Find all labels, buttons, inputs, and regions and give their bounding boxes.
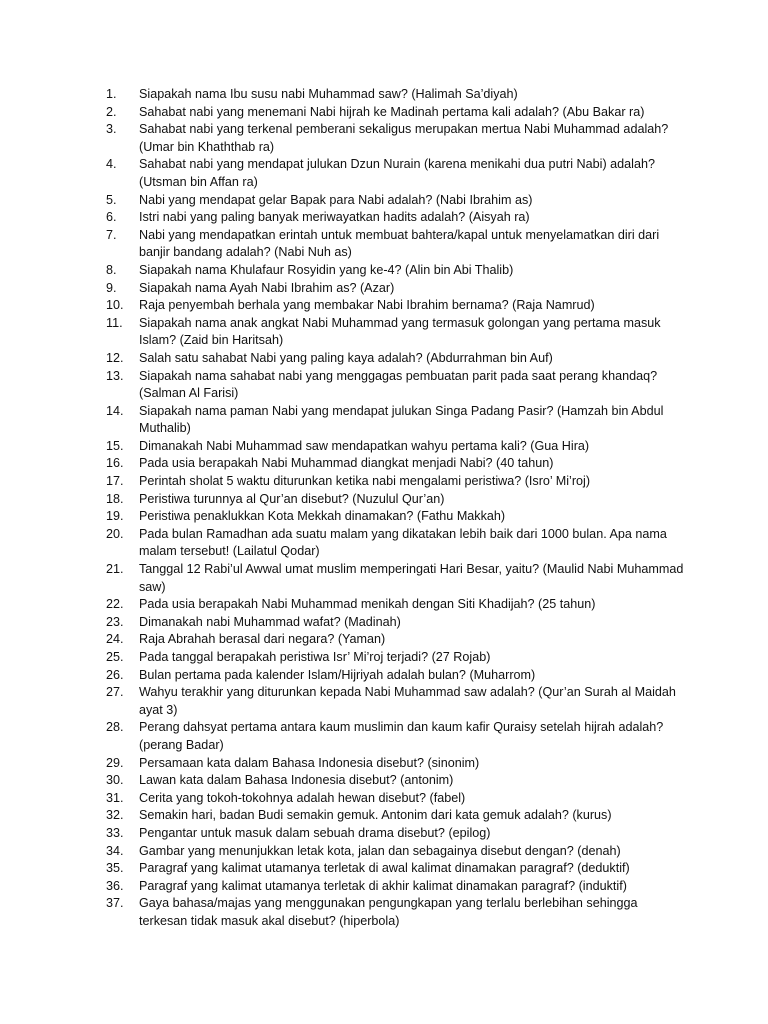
- item-number: 20.: [106, 526, 124, 541]
- item-text: Pada usia berapakah Nabi Muhammad menikah dengan Siti Khadijah? (25 tahun): [139, 597, 596, 612]
- item-number: 18.: [106, 491, 124, 506]
- list-item: [106, 262, 686, 280]
- item-text: Dimanakah nabi Muhammad wafat? (Madinah): [139, 614, 401, 629]
- item-number: 33.: [106, 825, 124, 840]
- item-text: Sahabat nabi yang menemani Nabi hijrah ke Madinah pertama kali adalah? (Abu Bakar ra): [139, 104, 645, 119]
- item-text: Siapakah nama Ayah Nabi Ibrahim as? (Azar): [139, 280, 395, 295]
- list-item: [106, 315, 686, 350]
- item-number: 21.: [106, 562, 124, 577]
- item-number: 9.: [106, 280, 117, 295]
- item-text: Pengantar untuk masuk dalam sebuah drama disebut? (epilog): [139, 825, 491, 840]
- list-item: [106, 350, 686, 368]
- item-text: Wahyu terakhir yang diturunkan kepada Nabi Muhammad saw adalah? (Qur’an Surah al Maidah ayat 3): [139, 685, 676, 717]
- list-item: [106, 719, 686, 754]
- list-item: [106, 280, 686, 298]
- item-number: 19.: [106, 509, 124, 524]
- item-number: 37.: [106, 896, 124, 911]
- item-number: 12.: [106, 350, 124, 365]
- item-number: 36.: [106, 878, 124, 893]
- list-item: [106, 227, 686, 262]
- list-item: [106, 667, 686, 685]
- item-text: Pada usia berapakah Nabi Muhammad diangkat menjadi Nabi? (40 tahun): [139, 456, 554, 471]
- item-number: 4.: [106, 157, 117, 172]
- item-text: Pada bulan Ramadhan ada suatu malam yang dikatakan lebih baik dari 1000 bulan. Apa nama malam tersebut! (Lailatul Qodar): [139, 526, 667, 559]
- item-text: Siapakah nama sahabat nabi yang menggagas pembuatan parit pada saat perang khandaq? (Salman Al Farisi): [139, 368, 658, 401]
- item-text: Dimanakah Nabi Muhammad saw mendapatkan wahyu pertama kali? (Gua Hira): [139, 438, 590, 453]
- item-number: 2.: [106, 104, 117, 119]
- item-number: 5.: [106, 192, 117, 207]
- item-number: 17.: [106, 474, 124, 489]
- item-number: 34.: [106, 843, 124, 858]
- item-text: Siapakah nama anak angkat Nabi Muhammad yang termasuk golongan yang pertama masuk Islam? (Zaid bin Haritsah): [139, 315, 661, 348]
- list-item: [106, 86, 686, 104]
- item-text: Raja Abrahah berasal dari negara? (Yaman): [139, 632, 386, 647]
- list-item: [106, 438, 686, 456]
- list-item: [106, 755, 686, 773]
- item-text: Istri nabi yang paling banyak meriwayatkan hadits adalah? (Aisyah ra): [139, 210, 530, 225]
- item-text: Nabi yang mendapatkan erintah untuk membuat bahtera/kapal untuk menyelamatkan diri dari banjir bandang adalah? (Nabi Nuh as): [139, 227, 660, 260]
- item-number: 26.: [106, 667, 124, 682]
- list-item: [106, 860, 686, 878]
- item-number: 13.: [106, 368, 124, 383]
- item-number: 15.: [106, 438, 124, 453]
- item-number: 32.: [106, 808, 124, 823]
- item-number: 30.: [106, 773, 124, 788]
- item-number: 29.: [106, 755, 124, 770]
- list-item: [106, 649, 686, 667]
- item-text: Nabi yang mendapat gelar Bapak para Nabi adalah? (Nabi Ibrahim as): [139, 192, 533, 207]
- list-item: [106, 895, 686, 930]
- item-text: Gaya bahasa/majas yang menggunakan pengungkapan yang terlalu berlebihan sehingga terkesan tidak masuk akal disebut? (hiperbola): [139, 896, 638, 928]
- item-text: Siapakah nama paman Nabi yang mendapat julukan Singa Padang Pasir? (Hamzah bin Abdul Muthalib): [139, 403, 664, 436]
- list-item: [106, 772, 686, 790]
- item-text: Lawan kata dalam Bahasa Indonesia disebut? (antonim): [139, 773, 454, 788]
- item-number: 10.: [106, 298, 124, 313]
- item-number: 6.: [106, 210, 117, 225]
- item-text: Paragraf yang kalimat utamanya terletak di akhir kalimat dinamakan paragraf? (induktif): [139, 878, 627, 893]
- list-item: [106, 491, 686, 509]
- list-item: [106, 368, 686, 403]
- item-number: 25.: [106, 650, 124, 664]
- list-item: [106, 825, 686, 843]
- item-number: 8.: [106, 262, 117, 277]
- item-number: 3.: [106, 122, 117, 137]
- item-text: Peristiwa penaklukkan Kota Mekkah dinamakan? (Fathu Makkah): [139, 509, 506, 524]
- list-item: [106, 455, 686, 473]
- list-item: [106, 596, 686, 614]
- list-item: [106, 156, 686, 191]
- list-item: [106, 684, 686, 719]
- item-number: 35.: [106, 861, 124, 876]
- list-item: [106, 192, 686, 210]
- item-number: 28.: [106, 720, 124, 735]
- item-number: 23.: [106, 614, 124, 629]
- item-number: 7.: [106, 227, 117, 242]
- item-text: Semakin hari, badan Budi semakin gemuk. Antonim dari kata gemuk adalah? (kurus): [139, 808, 612, 823]
- item-text: Paragraf yang kalimat utamanya terletak di awal kalimat dinamakan paragraf? (deduktif): [139, 861, 630, 876]
- list-item: [106, 790, 686, 808]
- item-text: Perintah sholat 5 waktu diturunkan ketika nabi mengalami peristiwa? (Isro’ Mi’roj): [139, 474, 591, 489]
- item-text: Siapakah nama Khulafaur Rosyidin yang ke-4? (Alin bin Abi Thalib): [139, 262, 514, 277]
- item-number: 24.: [106, 632, 124, 647]
- item-text: Persamaan kata dalam Bahasa Indonesia disebut? (sinonim): [139, 755, 480, 770]
- item-number: 11.: [106, 315, 123, 330]
- list-item: [106, 561, 686, 596]
- item-text: Gambar yang menunjukkan letak kota, jalan dan sebagainya disebut dengan? (denah): [139, 843, 621, 858]
- item-number: 31.: [106, 790, 124, 805]
- item-text: Bulan pertama pada kalender Islam/Hijriyah adalah bulan? (Muharrom): [139, 667, 536, 682]
- item-text: Sahabat nabi yang terkenal pemberani sekaligus merupakan mertua Nabi Muhammad adalah? (Umar bin Khaththab ra): [139, 122, 669, 154]
- item-text: Cerita yang tokoh-tokohnya adalah hewan disebut? (fabel): [139, 790, 466, 805]
- list-item: [106, 104, 686, 122]
- list-item: [106, 473, 686, 491]
- list-item: [106, 843, 686, 861]
- item-text: Pada tanggal berapakah peristiwa Isr’ Mi’roj terjadi? (27 Rojab): [139, 650, 491, 664]
- list-item: [106, 403, 686, 438]
- item-text: Raja penyembah berhala yang membakar Nabi Ibrahim bernama? (Raja Namrud): [139, 298, 595, 313]
- item-number: 16.: [106, 456, 124, 471]
- item-text: Sahabat nabi yang mendapat julukan Dzun Nurain (karena menikahi dua putri Nabi) adalah? (Utsman bin Affan ra): [139, 157, 655, 189]
- list-item: [106, 209, 686, 227]
- list-item: [106, 297, 686, 315]
- question-answer-list: [106, 86, 686, 931]
- item-text: Peristiwa turunnya al Qur’an disebut? (Nuzulul Qur’an): [139, 491, 445, 506]
- item-number: 22.: [106, 597, 124, 612]
- list-item: [106, 631, 686, 649]
- item-text: Siapakah nama Ibu susu nabi Muhammad saw? (Halimah Sa’diyah): [139, 87, 518, 101]
- list-item: [106, 878, 686, 896]
- item-number: 27.: [106, 685, 124, 700]
- item-text: Tanggal 12 Rabi’ul Awwal umat muslim memperingati Hari Besar, yaitu? (Maulid Nabi Muhammad saw): [139, 562, 684, 594]
- list-item: [106, 807, 686, 825]
- list-item: [106, 121, 686, 156]
- list-item: [106, 614, 686, 632]
- item-text: Perang dahsyat pertama antara kaum muslimin dan kaum kafir Quraisy setelah hijrah adalah? (perang Badar): [139, 720, 664, 752]
- item-number: 14.: [106, 403, 124, 418]
- list-item: [106, 508, 686, 526]
- item-number: 1.: [106, 87, 117, 101]
- item-text: Salah satu sahabat Nabi yang paling kaya adalah? (Abdurrahman bin Auf): [139, 350, 553, 365]
- list-item: [106, 526, 686, 561]
